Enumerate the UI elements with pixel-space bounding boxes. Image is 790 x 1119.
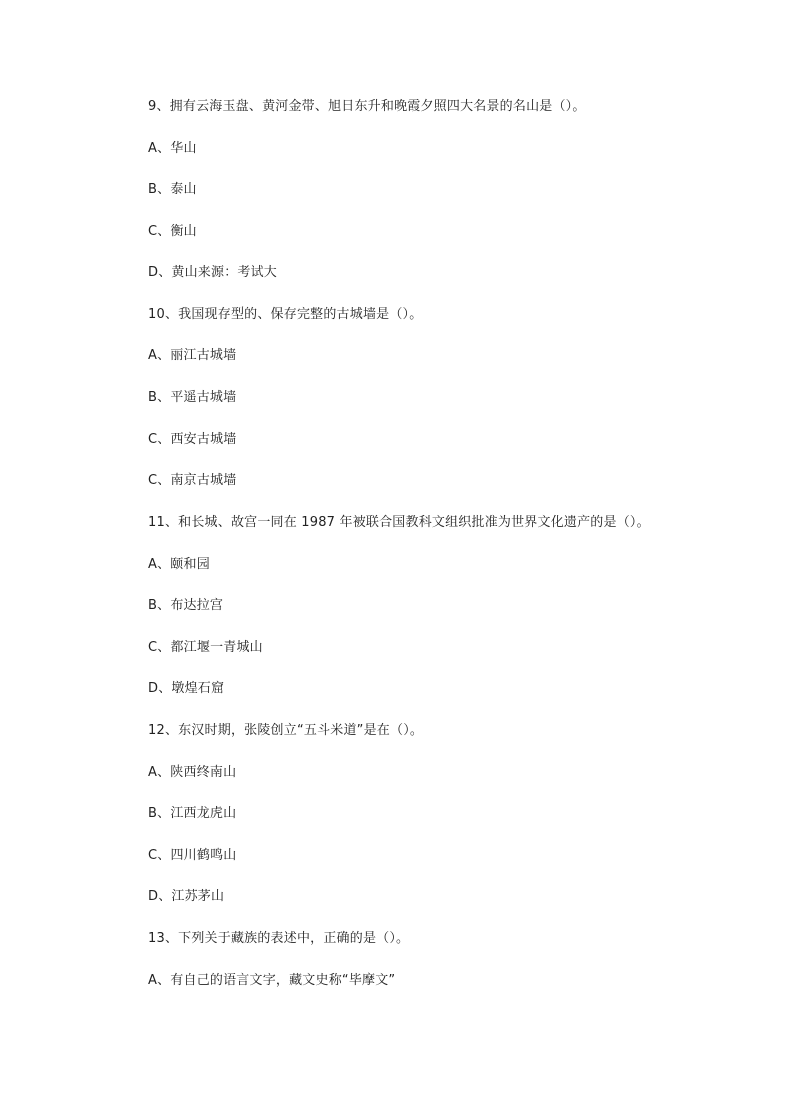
question-10-option-b: B、平遥古城墙 — [148, 390, 237, 405]
question-9-option-b: B、泰山 — [148, 182, 197, 197]
question-11-option-d: D、墩煌石窟 — [148, 681, 225, 696]
question-11-option-b: B、布达拉宫 — [148, 598, 224, 613]
question-11-stem: 11、和长城、故宫一同在 1987 年被联合国教科文组织批准为世界文化遗产的是（）。 — [148, 515, 650, 530]
question-12-option-d: D、江苏茅山 — [148, 889, 225, 904]
question-10-option-a: A、丽江古城墙 — [148, 348, 237, 363]
question-12-option-c: C、四川鹤鸣山 — [148, 848, 237, 863]
question-13-stem: 13、下列关于藏族的表述中，正确的是（）。 — [148, 931, 410, 946]
question-12-option-a: A、陕西终南山 — [148, 765, 237, 780]
question-9-option-c: C、衡山 — [148, 224, 197, 239]
question-9-option-a: A、华山 — [148, 141, 197, 156]
question-10-option-c: C、西安古城墙 — [148, 432, 237, 447]
question-11-option-a: A、颐和园 — [148, 557, 210, 572]
question-9-stem: 9、拥有云海玉盘、黄河金带、旭日东升和晚霞夕照四大名景的名山是（）。 — [148, 99, 586, 114]
question-10-stem: 10、我国现存型的、保存完整的古城墙是（）。 — [148, 307, 423, 322]
question-13-option-a: A、有自己的语言文字，藏文史称“毕摩文” — [148, 973, 396, 988]
question-12-option-b: B、江西龙虎山 — [148, 806, 237, 821]
question-12-stem: 12、东汉时期，张陵创立“五斗米道”是在（）。 — [148, 723, 424, 738]
question-11-option-c: C、都江堰一青城山 — [148, 640, 263, 655]
question-10-option-d: C、南京古城墙 — [148, 473, 237, 488]
question-9-option-d: D、黄山来源：考试大 — [148, 265, 278, 280]
